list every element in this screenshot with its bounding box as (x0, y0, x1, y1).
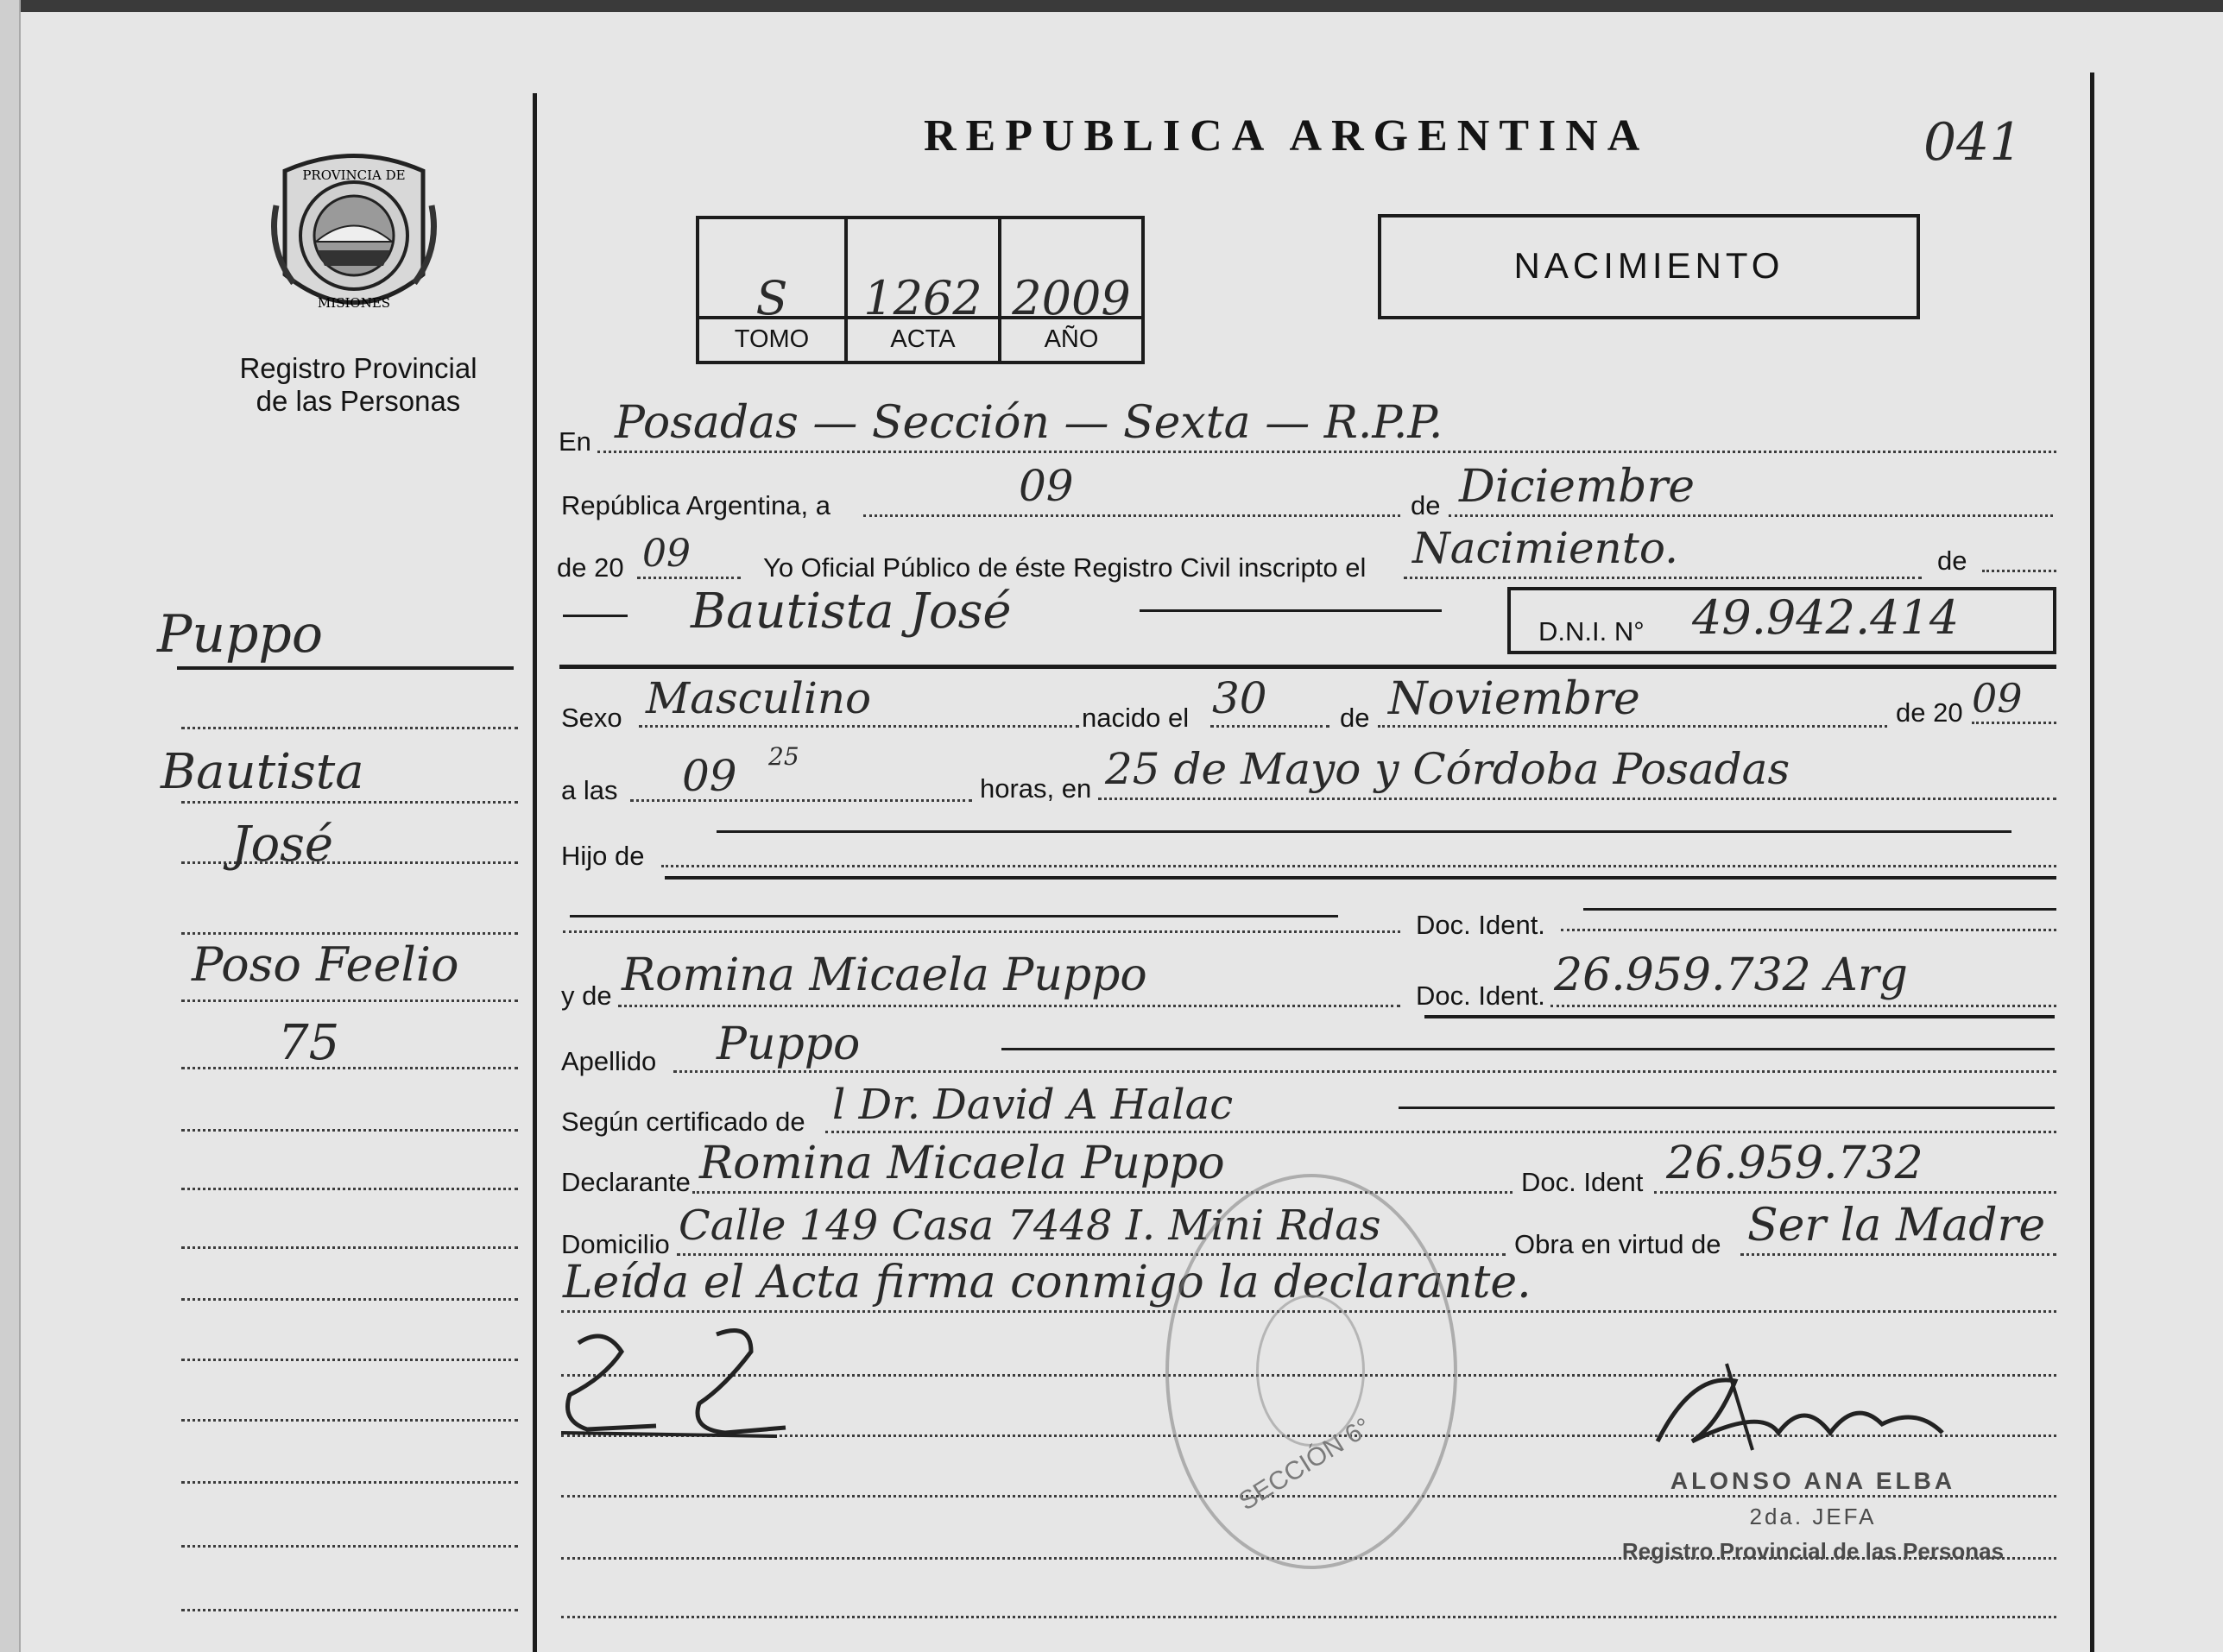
month-line (1449, 514, 2053, 517)
sexo-label: Sexo (561, 703, 622, 733)
domicilio-label: Domicilio (561, 1229, 670, 1259)
tomo-value: S (755, 271, 788, 325)
margin-rule (181, 999, 518, 1002)
dni-label: D.N.I. N° (1538, 616, 1645, 646)
obra-value: Ser la Madre (1747, 1200, 2046, 1252)
margin-rule (181, 1188, 518, 1190)
father-doc-line (563, 930, 1400, 933)
day-value: 09 (1019, 461, 1074, 511)
domicilio-value: Calle 149 Casa 7448 I. Mini Rdas (679, 1201, 1381, 1250)
day-line (863, 514, 1400, 517)
margin-rule (181, 1545, 518, 1548)
father-strike (570, 915, 1338, 917)
apellido-dash (1001, 1048, 2055, 1050)
horas-label: horas, en (980, 773, 1092, 804)
declarante-doc: 26.959.732 (1666, 1138, 1923, 1189)
name-dash (563, 615, 628, 617)
birth-place-line (1098, 798, 2056, 800)
acta-cell (848, 219, 1001, 361)
apellido-label: Apellido (561, 1046, 657, 1076)
birth-hour: 09 (682, 751, 737, 801)
hijo-label: Hijo de (561, 841, 645, 871)
filler-line (1982, 570, 2056, 572)
margin-note-2: 75 (278, 1015, 340, 1071)
top-dark-edge (0, 0, 2223, 12)
certificado-value: l Dr. David A Halac (832, 1081, 1234, 1129)
nacido-label: nacido el (1082, 703, 1190, 733)
mother-name: Romina Micaela Puppo (622, 949, 1147, 1001)
de-label-3: de (1340, 703, 1370, 733)
de-label-2: de (1937, 545, 1967, 576)
registry-table (696, 216, 1145, 364)
form-left-border (533, 93, 537, 1652)
tomo-label: TOMO (699, 316, 844, 361)
place-line (597, 451, 2056, 453)
birth-year-value: 09 (1972, 675, 2023, 722)
margin-rule (181, 1419, 518, 1422)
doc-ident-label: Doc. Ident. (1416, 910, 1545, 940)
margin-surname: Puppo (157, 604, 323, 665)
apellido-value: Puppo (717, 1018, 861, 1070)
certificado-line (825, 1131, 2056, 1133)
oficial-text: Yo Oficial Público de éste Registro Civil inscripto el (763, 552, 1367, 583)
margin-rule (181, 1067, 518, 1069)
organization-line-2: de las Personas (256, 385, 461, 417)
year-line (637, 577, 741, 579)
blank-line (561, 1616, 2056, 1618)
margin-rule (181, 1129, 518, 1132)
birth-month-value: Noviembre (1388, 673, 1640, 725)
alas-label: a las (561, 775, 618, 805)
mother-underline (1424, 1015, 2055, 1018)
official-signature-icon (1640, 1355, 1968, 1467)
margin-rule (181, 1298, 518, 1301)
organization-name (216, 352, 501, 418)
margin-second-name: José (231, 817, 334, 873)
republica-label: República Argentina, a (561, 490, 830, 520)
margin-rule (181, 1609, 518, 1611)
father-strike (665, 876, 2056, 880)
mother-line (618, 1005, 1400, 1007)
seal-top-text: PROVINCIA DE (302, 167, 406, 183)
obra-line (1740, 1253, 2056, 1256)
de20-label: de 20 (557, 552, 624, 583)
birth-year-line (1972, 722, 2056, 724)
mother-doc-line (1550, 1005, 2056, 1007)
birth-day-line (1210, 725, 1329, 728)
anio-label: AÑO (1001, 316, 1141, 361)
declarante-label: Declarante (561, 1167, 691, 1197)
birth-minutes: 25 (768, 742, 799, 771)
margin-rule-heavy (177, 666, 514, 670)
registered-type-value: Nacimiento. (1412, 523, 1678, 573)
binding-edge (0, 0, 21, 1652)
section-divider (559, 665, 2056, 669)
obra-label: Obra en virtud de (1514, 1229, 1721, 1259)
year-suffix: 09 (642, 532, 691, 576)
official-office: Registro Provincial de las Personas (1621, 1538, 2005, 1564)
record-type-box: NACIMIENTO (1378, 214, 1920, 319)
en-label: En (559, 426, 591, 457)
declarante-value: Romina Micaela Puppo (699, 1138, 1225, 1189)
stamp-text: SECCIÓN 6° (1234, 1412, 1376, 1516)
father-strike (1583, 908, 2056, 911)
margin-rule (181, 727, 518, 729)
doc-ident-label-3: Doc. Ident (1521, 1167, 1644, 1197)
child-name: Bautista José (691, 583, 1012, 640)
margin-note-1: Poso Feelio (192, 937, 459, 992)
official-name: ALONSO ANA ELBA (1670, 1467, 1956, 1494)
seal-bottom-text: MISIONES (317, 295, 391, 311)
margin-rule (181, 1359, 518, 1361)
apellido-line (673, 1070, 2056, 1073)
sexo-line (639, 725, 1079, 728)
declarante-doc-line (1654, 1191, 2056, 1194)
sexo-value: Masculino (646, 673, 872, 723)
declarant-signature-icon (553, 1326, 794, 1447)
birth-place-value: 25 de Mayo y Córdoba Posadas (1105, 744, 1790, 794)
tomo-cell (699, 219, 848, 361)
acta-label: ACTA (848, 316, 998, 361)
margin-rule (181, 801, 518, 804)
month-value: Diciembre (1459, 461, 1696, 513)
page-number: 041 (1923, 112, 2023, 173)
name-dash (1140, 609, 1442, 612)
father-doc-value-line (1561, 929, 2056, 931)
margin-rule (181, 1481, 518, 1484)
birth-month-line (1378, 725, 1887, 728)
provincial-seal-icon (268, 145, 440, 326)
official-title: 2da. JEFA (1749, 1504, 1877, 1529)
place-value: Posadas — Sección — Sexta — R.P.P. (615, 397, 1443, 449)
dni-value: 49.942.414 (1692, 590, 1960, 645)
mother-doc: 26.959.732 Arg (1554, 949, 1908, 1001)
birth-day-value: 30 (1212, 673, 1267, 723)
father-strike (717, 830, 2011, 833)
acta-value: 1262 (863, 271, 982, 325)
leida-text: Leída el Acta firma conmigo la declarante. (563, 1257, 1531, 1308)
form-right-border (2090, 73, 2094, 1652)
certificado-dash (1399, 1107, 2055, 1109)
anio-cell (1001, 219, 1141, 361)
de-label: de (1411, 490, 1441, 520)
anio-value: 2009 (1012, 271, 1131, 325)
margin-first-name: Bautista (161, 744, 364, 800)
registered-type-line (1404, 577, 1922, 579)
de20-label-2: de 20 (1896, 697, 1963, 728)
certificado-label: Según certificado de (561, 1107, 805, 1137)
father-line (661, 865, 2056, 867)
declarante-line (692, 1191, 1513, 1194)
yde-label: y de (561, 980, 612, 1011)
organization-line-1: Registro Provincial (239, 352, 477, 384)
margin-rule (181, 1246, 518, 1249)
country-title: REPUBLICA ARGENTINA (924, 111, 1650, 161)
doc-ident-label-2: Doc. Ident. (1416, 980, 1545, 1011)
margin-rule (181, 932, 518, 935)
